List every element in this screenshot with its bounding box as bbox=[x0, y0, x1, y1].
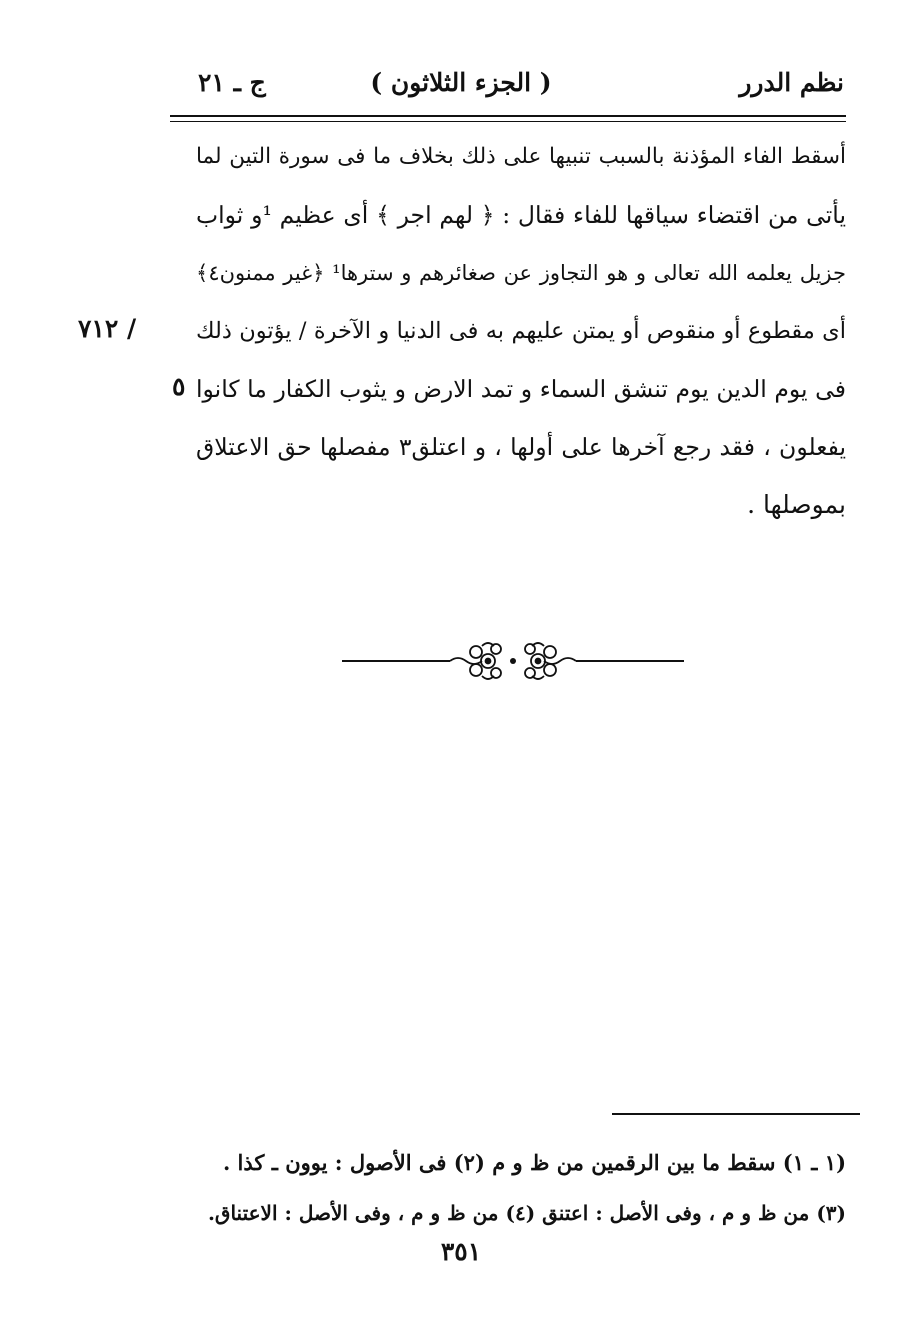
body-line: فى يوم الدين يوم تنشق السماء و تمد الارض و يثوب الكفار ما كانوا bbox=[196, 375, 846, 403]
line-number-marker: ٥ bbox=[172, 372, 186, 401]
body-line: أى مقطوع أو منقوص أو يمتن عليهم به فى الدنيا و الآخرة / يؤتون ذلك bbox=[196, 318, 846, 344]
body-line: يأتى من اقتضاء سياقها للفاء فقال : ﴿ لهم اجر ﴾ أى عظيم ¹و ثواب bbox=[196, 201, 846, 229]
body-line: يفعلون ، فقد رجع آخرها على أولها ، و اعتلق٣ مفصلها حق الاعتلاق bbox=[196, 433, 847, 461]
footnotes bbox=[196, 1138, 846, 1238]
body-line: أسقط الفاء المؤذنة بالسبب تنبيها على ذلك بخلاف ما فى سورة التين لما bbox=[196, 144, 846, 169]
part-label: ( الجزء الثلاثون ) bbox=[370, 68, 552, 97]
footnote: (١ ـ ١) سقط ما بين الرقمين من ظ و م (٢) فى الأصول : يوون ـ كذا . bbox=[222, 1150, 846, 1175]
manuscript-folio-reference: ٧١٢ / bbox=[78, 314, 137, 343]
header-rule-thin bbox=[170, 121, 846, 122]
volume-label: ج ـ ٢١ bbox=[198, 68, 266, 97]
header-rule-thick bbox=[170, 115, 846, 117]
footnote-rule bbox=[612, 1113, 860, 1115]
fleuron-ornament-icon bbox=[340, 638, 686, 684]
page-number: ٣٥١ bbox=[440, 1237, 482, 1266]
body-line: بموصلها . bbox=[747, 490, 846, 519]
body-text bbox=[196, 128, 846, 534]
running-title: نظم الدرر bbox=[739, 68, 844, 97]
body-line: جزيل يعلمه الله تعالى و هو التجاوز عن صغائرهم و سترها¹ ﴿غير ممنون٤﴾ bbox=[196, 261, 847, 285]
footnote: (٣) من ظ و م ، وفى الأصل : اعتنق (٤) من ظ و م ، وفى الأصل : الاعتناق. bbox=[207, 1201, 846, 1225]
